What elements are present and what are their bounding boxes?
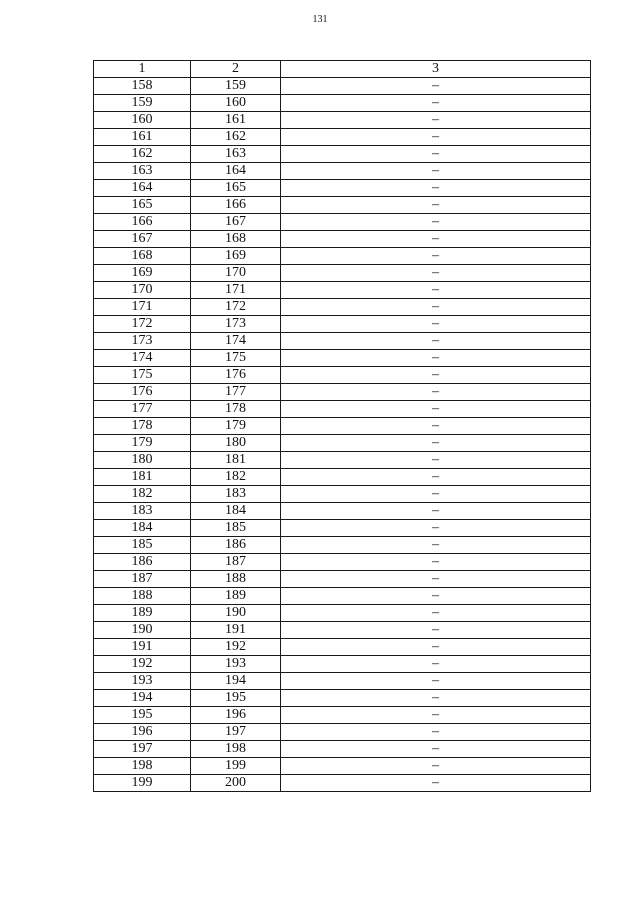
table-row: [94, 520, 591, 537]
table-cell-col-2: 192: [191, 639, 281, 656]
table-cell-col-3: –: [281, 163, 591, 180]
table-row: [94, 486, 591, 503]
table-cell-col-3: –: [281, 469, 591, 486]
data-table: [93, 60, 591, 792]
table-cell-col-3: –: [281, 724, 591, 741]
table-cell-col-3: –: [281, 622, 591, 639]
table-cell-col-3: –: [281, 537, 591, 554]
table-cell-col-1: 163: [94, 163, 191, 180]
table-cell-col-1: 198: [94, 758, 191, 775]
table-cell-col-1: 166: [94, 214, 191, 231]
table-row: [94, 401, 591, 418]
table-cell-col-2: 160: [191, 95, 281, 112]
table-row: [94, 112, 591, 129]
table-cell-col-1: 188: [94, 588, 191, 605]
table-row: [94, 282, 591, 299]
table-cell-col-1: 191: [94, 639, 191, 656]
table-cell-col-1: 172: [94, 316, 191, 333]
table-cell-col-3: –: [281, 605, 591, 622]
table-cell-col-1: 197: [94, 741, 191, 758]
table-row: [94, 197, 591, 214]
table-row: [94, 452, 591, 469]
table-cell-col-3: –: [281, 367, 591, 384]
table-cell-col-2: 171: [191, 282, 281, 299]
table-cell-col-2: 181: [191, 452, 281, 469]
table-cell-col-2: 163: [191, 146, 281, 163]
table-row: [94, 758, 591, 775]
table-cell-col-3: –: [281, 588, 591, 605]
table-row: [94, 350, 591, 367]
table-cell-col-1: 189: [94, 605, 191, 622]
table-cell-col-1: 167: [94, 231, 191, 248]
table-cell-col-2: 199: [191, 758, 281, 775]
table-cell-col-3: –: [281, 571, 591, 588]
table-cell-col-1: 169: [94, 265, 191, 282]
table-cell-col-1: 170: [94, 282, 191, 299]
table-cell-col-3: –: [281, 282, 591, 299]
table-row: [94, 95, 591, 112]
table-cell-col-3: –: [281, 197, 591, 214]
table-cell-col-1: 168: [94, 248, 191, 265]
table-cell-col-2: 164: [191, 163, 281, 180]
table-cell-col-3: –: [281, 435, 591, 452]
table-cell-col-3: –: [281, 316, 591, 333]
table-cell-col-2: 189: [191, 588, 281, 605]
table-cell-col-2: 191: [191, 622, 281, 639]
table-cell-col-1: 194: [94, 690, 191, 707]
table-cell-col-2: 194: [191, 673, 281, 690]
table-cell-col-1: 161: [94, 129, 191, 146]
page-number: 131: [312, 14, 328, 25]
table-cell-col-3: –: [281, 554, 591, 571]
table-row: [94, 299, 591, 316]
table-cell-col-2: 197: [191, 724, 281, 741]
table-row: [94, 78, 591, 95]
table-cell-col-1: 158: [94, 78, 191, 95]
table-row: [94, 622, 591, 639]
table-row: [94, 537, 591, 554]
table-cell-col-3: –: [281, 384, 591, 401]
table-cell-col-3: –: [281, 673, 591, 690]
table-cell-col-2: 182: [191, 469, 281, 486]
table-row: [94, 231, 591, 248]
table-cell-col-3: –: [281, 503, 591, 520]
table-cell-col-2: 190: [191, 605, 281, 622]
table-row: [94, 673, 591, 690]
table-cell-col-2: 166: [191, 197, 281, 214]
table-row: [94, 129, 591, 146]
table-cell-col-1: 173: [94, 333, 191, 350]
table-cell-col-1: 176: [94, 384, 191, 401]
table-cell-col-3: –: [281, 180, 591, 197]
table-cell-col-1: 184: [94, 520, 191, 537]
table-cell-col-2: 169: [191, 248, 281, 265]
table-cell-col-3: –: [281, 350, 591, 367]
table-cell-col-3: –: [281, 758, 591, 775]
table-cell-col-3: –: [281, 707, 591, 724]
table-header-row: [94, 61, 591, 78]
table-row: [94, 367, 591, 384]
table-cell-col-3: –: [281, 741, 591, 758]
table-cell-col-1: 171: [94, 299, 191, 316]
table-row: [94, 588, 591, 605]
table-cell-col-2: 167: [191, 214, 281, 231]
table-cell-col-1: 193: [94, 673, 191, 690]
table-cell-col-2: 174: [191, 333, 281, 350]
table-cell-col-3: –: [281, 78, 591, 95]
table-cell-col-2: 168: [191, 231, 281, 248]
table-cell-col-1: 179: [94, 435, 191, 452]
table-cell-col-1: 192: [94, 656, 191, 673]
table-cell-col-2: 165: [191, 180, 281, 197]
table-row: [94, 724, 591, 741]
column-header-2: 2: [191, 61, 281, 78]
table-row: [94, 333, 591, 350]
table-row: [94, 384, 591, 401]
table-row: [94, 571, 591, 588]
table-row: [94, 707, 591, 724]
table-cell-col-2: 187: [191, 554, 281, 571]
table-cell-col-3: –: [281, 265, 591, 282]
table-cell-col-1: 190: [94, 622, 191, 639]
table-cell-col-3: –: [281, 112, 591, 129]
table-cell-col-3: –: [281, 333, 591, 350]
table-cell-col-2: 176: [191, 367, 281, 384]
table-row: [94, 741, 591, 758]
table-row: [94, 316, 591, 333]
table-cell-col-2: 159: [191, 78, 281, 95]
table-cell-col-2: 170: [191, 265, 281, 282]
table-cell-col-3: –: [281, 146, 591, 163]
table-cell-col-3: –: [281, 486, 591, 503]
table-cell-col-2: 172: [191, 299, 281, 316]
table-cell-col-2: 188: [191, 571, 281, 588]
table-cell-col-3: –: [281, 401, 591, 418]
table-cell-col-3: –: [281, 418, 591, 435]
table-cell-col-1: 162: [94, 146, 191, 163]
table-row: [94, 605, 591, 622]
table-cell-col-2: 180: [191, 435, 281, 452]
table-cell-col-1: 174: [94, 350, 191, 367]
table-cell-col-2: 198: [191, 741, 281, 758]
table-cell-col-1: 180: [94, 452, 191, 469]
table-cell-col-1: 177: [94, 401, 191, 418]
table-row: [94, 554, 591, 571]
table-cell-col-2: 173: [191, 316, 281, 333]
table-cell-col-1: 164: [94, 180, 191, 197]
table-cell-col-3: –: [281, 452, 591, 469]
table-cell-col-2: 177: [191, 384, 281, 401]
table-cell-col-2: 161: [191, 112, 281, 129]
table-cell-col-1: 165: [94, 197, 191, 214]
table-cell-col-1: 186: [94, 554, 191, 571]
table-row: [94, 214, 591, 231]
table-cell-col-2: 200: [191, 775, 281, 792]
table-cell-col-1: 175: [94, 367, 191, 384]
column-header-1: 1: [94, 61, 191, 78]
table-cell-col-3: –: [281, 520, 591, 537]
table-cell-col-1: 183: [94, 503, 191, 520]
table-cell-col-1: 178: [94, 418, 191, 435]
table-cell-col-1: 187: [94, 571, 191, 588]
table-row: [94, 163, 591, 180]
column-header-3: 3: [281, 61, 591, 78]
table-row: [94, 265, 591, 282]
table-cell-col-3: –: [281, 639, 591, 656]
table-cell-col-2: 162: [191, 129, 281, 146]
table-cell-col-1: 196: [94, 724, 191, 741]
table-cell-col-1: 181: [94, 469, 191, 486]
table-cell-col-2: 175: [191, 350, 281, 367]
table-body: [94, 78, 591, 792]
table-cell-col-2: 184: [191, 503, 281, 520]
table-row: [94, 248, 591, 265]
table-row: [94, 639, 591, 656]
table-row: [94, 435, 591, 452]
table-cell-col-2: 196: [191, 707, 281, 724]
table-row: [94, 418, 591, 435]
table-cell-col-1: 195: [94, 707, 191, 724]
table-cell-col-2: 186: [191, 537, 281, 554]
table-row: [94, 146, 591, 163]
table-cell-col-2: 179: [191, 418, 281, 435]
table-row: [94, 503, 591, 520]
table-cell-col-2: 183: [191, 486, 281, 503]
table-row: [94, 656, 591, 673]
table-cell-col-3: –: [281, 248, 591, 265]
table-cell-col-3: –: [281, 656, 591, 673]
table-cell-col-1: 182: [94, 486, 191, 503]
table-cell-col-2: 195: [191, 690, 281, 707]
table-cell-col-3: –: [281, 95, 591, 112]
table-cell-col-1: 159: [94, 95, 191, 112]
table-cell-col-3: –: [281, 299, 591, 316]
table-row: [94, 775, 591, 792]
table-row: [94, 469, 591, 486]
table-cell-col-3: –: [281, 775, 591, 792]
table-cell-col-2: 193: [191, 656, 281, 673]
table-cell-col-3: –: [281, 231, 591, 248]
table-cell-col-1: 185: [94, 537, 191, 554]
table-cell-col-1: 160: [94, 112, 191, 129]
table-cell-col-3: –: [281, 129, 591, 146]
table-cell-col-1: 199: [94, 775, 191, 792]
table-cell-col-2: 178: [191, 401, 281, 418]
table-cell-col-3: –: [281, 214, 591, 231]
table-cell-col-2: 185: [191, 520, 281, 537]
table-row: [94, 690, 591, 707]
table-row: [94, 180, 591, 197]
table-cell-col-3: –: [281, 690, 591, 707]
